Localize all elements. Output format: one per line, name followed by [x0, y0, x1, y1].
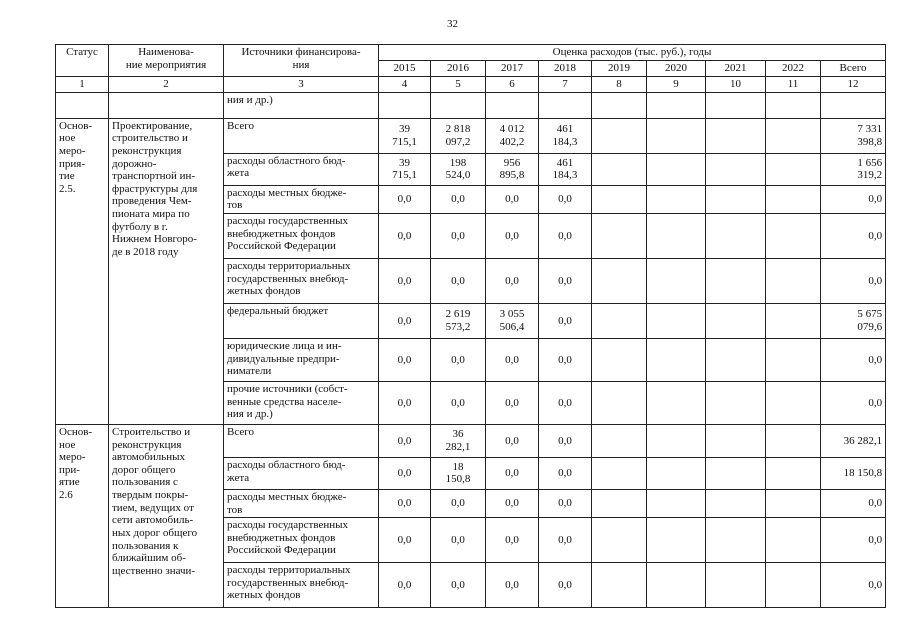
column-number: 1	[56, 77, 109, 93]
year-value	[592, 518, 647, 563]
year-value: 0,0	[539, 518, 592, 563]
column-number: 6	[486, 77, 539, 93]
funding-source: юридические лица и ин- дивидуальные предпри- ниматели	[224, 338, 379, 381]
column-number: 7	[539, 77, 592, 93]
total-value: 36 282,1	[821, 424, 886, 457]
funding-source: прочие источники (собст- венные средства населе- ния и др.)	[224, 381, 379, 424]
event-status: Основ- ное меро- прия- тие 2.5.	[56, 118, 109, 424]
year-value: 0,0	[486, 563, 539, 608]
year-value: 0,0	[379, 185, 431, 213]
year-value	[766, 563, 821, 608]
year-value	[592, 457, 647, 489]
year-value: 0,0	[539, 381, 592, 424]
year-value	[647, 489, 706, 517]
cont-name-cell	[109, 92, 224, 118]
year-value: 2 619 573,2	[431, 303, 486, 338]
year-value	[706, 185, 766, 213]
year-value	[706, 518, 766, 563]
total-value: 18 150,8	[821, 457, 886, 489]
total-value: 1 656 319,2	[821, 153, 886, 185]
year-value	[647, 213, 706, 258]
year-value	[592, 563, 647, 608]
year-value	[766, 303, 821, 338]
year-value: 0,0	[539, 489, 592, 517]
year-value: 18 150,8	[431, 457, 486, 489]
year-value: 0,0	[379, 424, 431, 457]
year-value: 0,0	[379, 258, 431, 303]
year-value: 0,0	[539, 457, 592, 489]
year-value: 0,0	[431, 338, 486, 381]
year-value: 0,0	[379, 489, 431, 517]
year-value	[706, 213, 766, 258]
year-value: 0,0	[431, 518, 486, 563]
year-value	[706, 338, 766, 381]
column-number: 2	[109, 77, 224, 93]
header-year: 2016	[431, 61, 486, 77]
year-value	[706, 303, 766, 338]
year-value: 0,0	[539, 563, 592, 608]
year-value: 198 524,0	[431, 153, 486, 185]
column-number: 4	[379, 77, 431, 93]
year-value: 0,0	[486, 457, 539, 489]
year-value	[706, 563, 766, 608]
year-value: 0,0	[379, 303, 431, 338]
year-value	[706, 258, 766, 303]
year-value: 0,0	[431, 489, 486, 517]
total-value: 5 675 079,6	[821, 303, 886, 338]
year-value	[592, 489, 647, 517]
year-value: 461 184,3	[539, 153, 592, 185]
year-value: 4 012 402,2	[486, 118, 539, 153]
funding-source: расходы территориальных государственных внебюд- жетных фондов	[224, 258, 379, 303]
year-value: 0,0	[486, 424, 539, 457]
year-value: 0,0	[486, 258, 539, 303]
year-value	[766, 258, 821, 303]
year-value: 0,0	[539, 185, 592, 213]
total-value: 0,0	[821, 213, 886, 258]
year-value	[766, 489, 821, 517]
year-value	[592, 118, 647, 153]
year-value: 36 282,1	[431, 424, 486, 457]
event-name: Проектирование, строительство и реконструкция дорожно- транспортной ин- фраструктуры для проведения Чем- пионата мира по футболу в г. Нижнем Новгоро- де в 2018 году	[109, 118, 224, 424]
year-value: 0,0	[486, 518, 539, 563]
year-value	[766, 518, 821, 563]
year-value	[766, 213, 821, 258]
year-value: 0,0	[379, 518, 431, 563]
column-number: 8	[592, 77, 647, 93]
continuation-text: ния и др.)	[224, 92, 379, 118]
year-value	[766, 424, 821, 457]
year-value	[766, 185, 821, 213]
total-value: 0,0	[821, 381, 886, 424]
year-value: 0,0	[539, 258, 592, 303]
year-value	[592, 258, 647, 303]
total-value: 0,0	[821, 563, 886, 608]
table-row	[56, 424, 886, 457]
year-value	[592, 338, 647, 381]
year-value	[706, 424, 766, 457]
year-value	[647, 457, 706, 489]
page-number: 32	[447, 18, 458, 30]
header-year: 2019	[592, 61, 647, 77]
column-number: 3	[224, 77, 379, 93]
year-value	[706, 153, 766, 185]
year-value: 0,0	[486, 489, 539, 517]
funding-source: Всего	[224, 424, 379, 457]
header-year: Всего	[821, 61, 886, 77]
cont-status-cell	[56, 92, 109, 118]
year-value	[647, 118, 706, 153]
year-value: 0,0	[539, 303, 592, 338]
year-value	[647, 338, 706, 381]
table-row	[56, 118, 886, 153]
year-value: 39 715,1	[379, 118, 431, 153]
year-value: 0,0	[486, 185, 539, 213]
header-sources: Источники финансирова- ния	[224, 45, 379, 77]
total-value: 0,0	[821, 338, 886, 381]
year-value: 461 184,3	[539, 118, 592, 153]
column-number: 10	[706, 77, 766, 93]
year-value	[766, 338, 821, 381]
year-value	[766, 153, 821, 185]
year-value	[706, 381, 766, 424]
column-number: 9	[647, 77, 706, 93]
year-value: 0,0	[431, 213, 486, 258]
column-number: 12	[821, 77, 886, 93]
year-value	[706, 457, 766, 489]
year-value: 0,0	[379, 338, 431, 381]
event-name: Строительство и реконструкция автомобильных дорог общего пользования с твердым покры- тием, ведущих от сети автомобиль- ных дорог общего пользования к ближайшим об- щественно значи-	[109, 424, 224, 607]
year-value: 0,0	[486, 213, 539, 258]
year-value	[592, 185, 647, 213]
year-value: 39 715,1	[379, 153, 431, 185]
year-value	[647, 185, 706, 213]
funding-source: расходы местных бюдже- тов	[224, 185, 379, 213]
header-year: 2020	[647, 61, 706, 77]
year-value: 0,0	[539, 338, 592, 381]
year-value: 0,0	[379, 381, 431, 424]
year-value	[766, 381, 821, 424]
funding-source: федеральный бюджет	[224, 303, 379, 338]
funding-source: расходы государственных внебюджетных фондов Российской Федерации	[224, 518, 379, 563]
header-year: 2018	[539, 61, 592, 77]
event-status: Основ- ное меро- при- ятие 2.6	[56, 424, 109, 607]
funding-source: Всего	[224, 118, 379, 153]
year-value	[592, 213, 647, 258]
total-value: 7 331 398,8	[821, 118, 886, 153]
year-value: 0,0	[431, 185, 486, 213]
total-value: 0,0	[821, 185, 886, 213]
year-value	[647, 381, 706, 424]
year-value	[766, 457, 821, 489]
total-value: 0,0	[821, 489, 886, 517]
expenditure-table	[55, 44, 886, 608]
year-value: 0,0	[431, 563, 486, 608]
year-value	[647, 518, 706, 563]
year-value: 0,0	[539, 424, 592, 457]
column-number: 11	[766, 77, 821, 93]
funding-source: расходы областного бюд- жета	[224, 457, 379, 489]
year-value: 2 818 097,2	[431, 118, 486, 153]
funding-source: расходы территориальных государственных внебюд- жетных фондов	[224, 563, 379, 608]
year-value	[647, 424, 706, 457]
funding-source: расходы государственных внебюджетных фондов Российской Федерации	[224, 213, 379, 258]
year-value: 0,0	[431, 258, 486, 303]
year-value	[592, 153, 647, 185]
total-value: 0,0	[821, 518, 886, 563]
total-value: 0,0	[821, 258, 886, 303]
header-status: Статус	[56, 45, 109, 77]
funding-source: расходы областного бюд- жета	[224, 153, 379, 185]
column-number: 5	[431, 77, 486, 93]
year-value: 0,0	[431, 381, 486, 424]
year-value	[647, 258, 706, 303]
year-value	[766, 118, 821, 153]
header-year: 2022	[766, 61, 821, 77]
year-value	[647, 303, 706, 338]
header-year: 2021	[706, 61, 766, 77]
year-value	[647, 563, 706, 608]
year-value	[647, 153, 706, 185]
year-value	[592, 424, 647, 457]
year-value: 0,0	[486, 381, 539, 424]
header-estimate: Оценка расходов (тыс. руб.), годы	[379, 45, 886, 61]
year-value	[592, 381, 647, 424]
year-value	[706, 489, 766, 517]
funding-source: расходы местных бюдже- тов	[224, 489, 379, 517]
header-year: 2017	[486, 61, 539, 77]
year-value	[706, 118, 766, 153]
header-year: 2015	[379, 61, 431, 77]
header-event-name: Наименова- ние мероприятия	[109, 45, 224, 77]
year-value: 956 895,8	[486, 153, 539, 185]
year-value: 0,0	[486, 338, 539, 381]
year-value: 0,0	[379, 457, 431, 489]
year-value	[592, 303, 647, 338]
year-value: 0,0	[379, 563, 431, 608]
year-value: 0,0	[539, 213, 592, 258]
year-value: 0,0	[379, 213, 431, 258]
year-value: 3 055 506,4	[486, 303, 539, 338]
